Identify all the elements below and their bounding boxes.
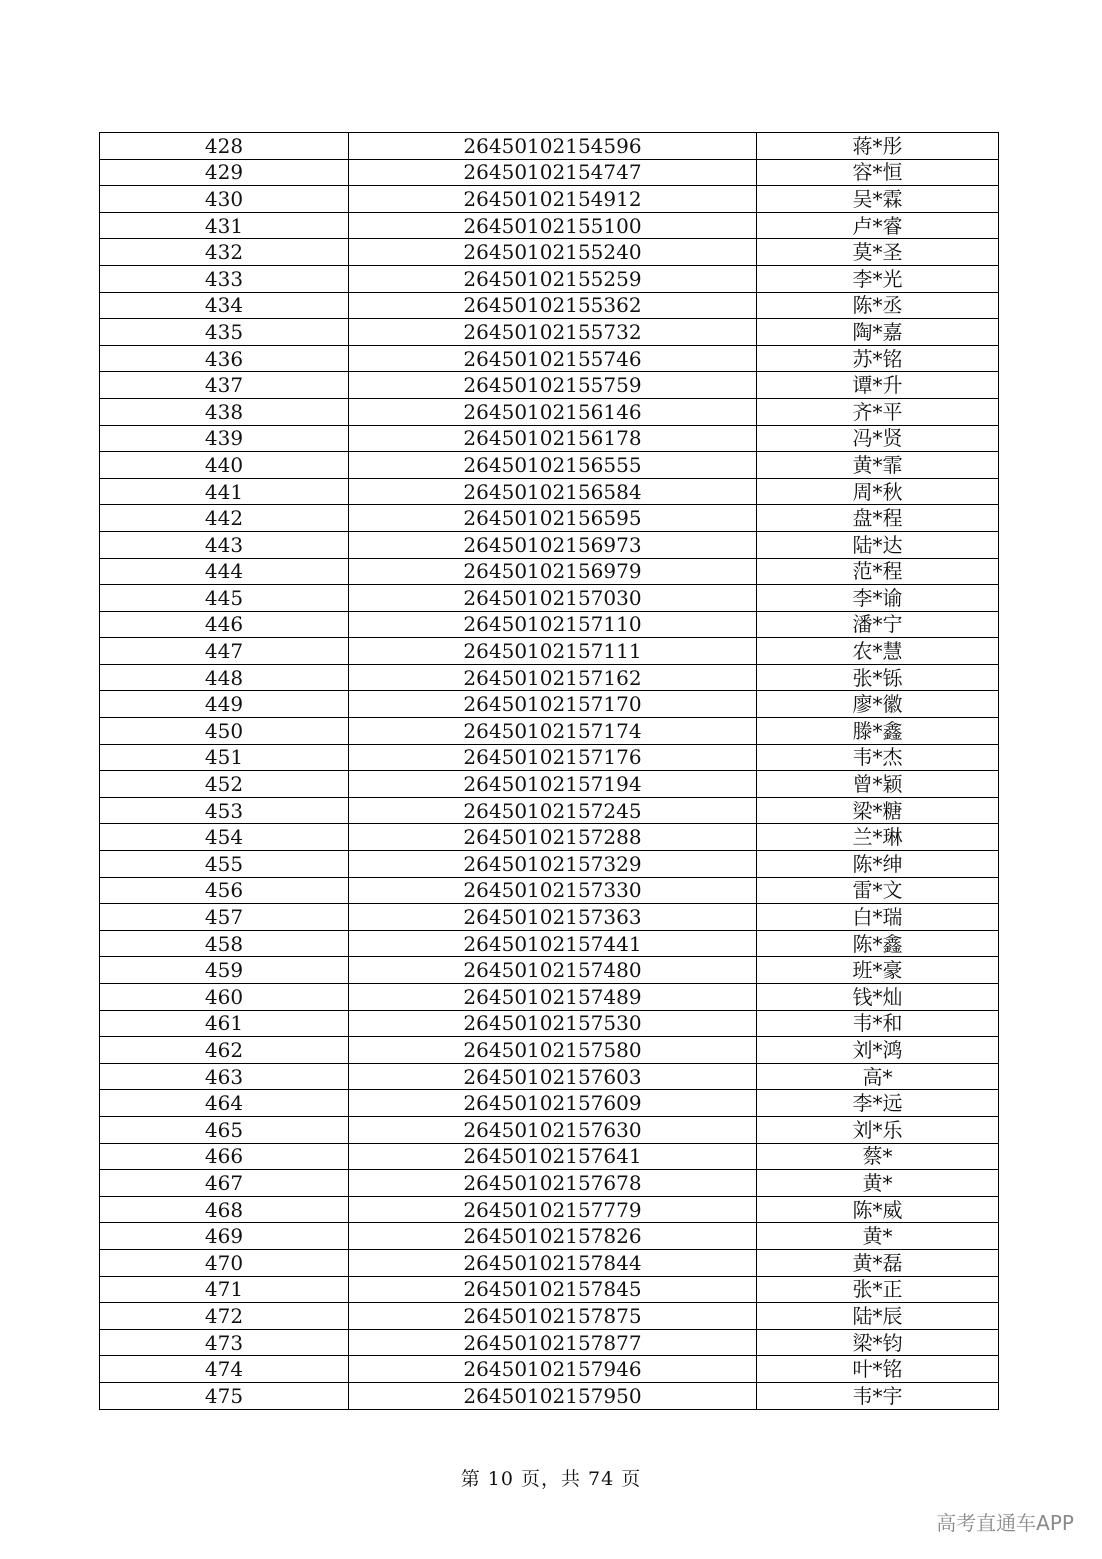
table-row: [100, 452, 999, 479]
table-row: [100, 797, 999, 824]
candidate-name-cell: 梁*钧: [757, 1329, 999, 1356]
candidate-id-cell: 26450102155732: [349, 319, 757, 346]
table-row: [100, 265, 999, 292]
candidate-id-cell: 26450102155759: [349, 372, 757, 399]
table-row: [100, 345, 999, 372]
serial-number-cell: 447: [100, 638, 349, 665]
candidate-name-cell: 白*瑞: [757, 904, 999, 931]
serial-number-cell: 473: [100, 1329, 349, 1356]
table-row: [100, 851, 999, 878]
table-row: [100, 531, 999, 558]
candidate-name-cell: 梁*糖: [757, 797, 999, 824]
candidate-id-cell: 26450102157844: [349, 1249, 757, 1276]
candidate-id-cell: 26450102157950: [349, 1382, 757, 1409]
table-row: [100, 1303, 999, 1330]
table-row: [100, 638, 999, 665]
serial-number-cell: 463: [100, 1063, 349, 1090]
table-row: [100, 212, 999, 239]
candidate-name-cell: 潘*宁: [757, 611, 999, 638]
table-row: [100, 292, 999, 319]
table-row: [100, 186, 999, 213]
serial-number-cell: 430: [100, 186, 349, 213]
serial-number-cell: 437: [100, 372, 349, 399]
candidate-name-cell: 叶*铭: [757, 1356, 999, 1383]
candidate-name-cell: 容*恒: [757, 159, 999, 186]
candidate-name-cell: 钱*灿: [757, 984, 999, 1011]
serial-number-cell: 467: [100, 1170, 349, 1197]
table-row: [100, 372, 999, 399]
candidate-id-cell: 26450102156979: [349, 558, 757, 585]
table-row: [100, 159, 999, 186]
serial-number-cell: 459: [100, 957, 349, 984]
candidate-name-cell: 莫*圣: [757, 239, 999, 266]
candidate-id-cell: 26450102157111: [349, 638, 757, 665]
candidate-name-cell: 李*远: [757, 1090, 999, 1117]
table-row: [100, 744, 999, 771]
candidate-name-cell: 陈*威: [757, 1196, 999, 1223]
serial-number-cell: 434: [100, 292, 349, 319]
candidate-name-cell: 滕*鑫: [757, 718, 999, 745]
serial-number-cell: 431: [100, 212, 349, 239]
serial-number-cell: 446: [100, 611, 349, 638]
serial-number-cell: 451: [100, 744, 349, 771]
candidate-id-cell: 26450102157609: [349, 1090, 757, 1117]
table-row: [100, 558, 999, 585]
roster-table: [99, 132, 999, 1410]
table-row: [100, 957, 999, 984]
candidate-id-cell: 26450102157530: [349, 1010, 757, 1037]
serial-number-cell: 466: [100, 1143, 349, 1170]
candidate-id-cell: 26450102157194: [349, 771, 757, 798]
candidate-id-cell: 26450102157678: [349, 1170, 757, 1197]
serial-number-cell: 433: [100, 265, 349, 292]
serial-number-cell: 461: [100, 1010, 349, 1037]
table-row: [100, 1143, 999, 1170]
candidate-id-cell: 26450102157162: [349, 664, 757, 691]
candidate-id-cell: 26450102157329: [349, 851, 757, 878]
serial-number-cell: 442: [100, 505, 349, 532]
candidate-name-cell: 黄*: [757, 1223, 999, 1250]
serial-number-cell: 465: [100, 1116, 349, 1143]
table-row: [100, 398, 999, 425]
table-row: [100, 771, 999, 798]
candidate-name-cell: 黄*: [757, 1170, 999, 1197]
serial-number-cell: 455: [100, 851, 349, 878]
serial-number-cell: 444: [100, 558, 349, 585]
table-row: [100, 1037, 999, 1064]
candidate-id-cell: 26450102157845: [349, 1276, 757, 1303]
candidate-id-cell: 26450102157480: [349, 957, 757, 984]
candidate-name-cell: 陈*丞: [757, 292, 999, 319]
candidate-name-cell: 苏*铭: [757, 345, 999, 372]
serial-number-cell: 474: [100, 1356, 349, 1383]
serial-number-cell: 462: [100, 1037, 349, 1064]
candidate-id-cell: 26450102157875: [349, 1303, 757, 1330]
table-row: [100, 611, 999, 638]
table-row: [100, 425, 999, 452]
table-row: [100, 478, 999, 505]
serial-number-cell: 445: [100, 585, 349, 612]
candidate-id-cell: 26450102154596: [349, 133, 757, 160]
serial-number-cell: 468: [100, 1196, 349, 1223]
serial-number-cell: 439: [100, 425, 349, 452]
candidate-id-cell: 26450102157330: [349, 877, 757, 904]
serial-number-cell: 470: [100, 1249, 349, 1276]
table-row: [100, 877, 999, 904]
serial-number-cell: 432: [100, 239, 349, 266]
candidate-name-cell: 曾*颖: [757, 771, 999, 798]
candidate-id-cell: 26450102155362: [349, 292, 757, 319]
candidate-id-cell: 26450102155259: [349, 265, 757, 292]
candidate-name-cell: 陆*辰: [757, 1303, 999, 1330]
candidate-name-cell: 张*铄: [757, 664, 999, 691]
candidate-name-cell: 范*程: [757, 558, 999, 585]
candidate-id-cell: 26450102156584: [349, 478, 757, 505]
candidate-id-cell: 26450102157176: [349, 744, 757, 771]
candidate-name-cell: 李*谕: [757, 585, 999, 612]
candidate-id-cell: 26450102154747: [349, 159, 757, 186]
candidate-id-cell: 26450102157110: [349, 611, 757, 638]
serial-number-cell: 450: [100, 718, 349, 745]
candidate-name-cell: 廖*徽: [757, 691, 999, 718]
candidate-id-cell: 26450102157946: [349, 1356, 757, 1383]
candidate-name-cell: 谭*升: [757, 372, 999, 399]
candidate-id-cell: 26450102157641: [349, 1143, 757, 1170]
candidate-name-cell: 刘*鸿: [757, 1037, 999, 1064]
serial-number-cell: 428: [100, 133, 349, 160]
candidate-id-cell: 26450102157245: [349, 797, 757, 824]
candidate-id-cell: 26450102157630: [349, 1116, 757, 1143]
serial-number-cell: 438: [100, 398, 349, 425]
serial-number-cell: 460: [100, 984, 349, 1011]
table-row: [100, 1170, 999, 1197]
serial-number-cell: 457: [100, 904, 349, 931]
candidate-name-cell: 卢*睿: [757, 212, 999, 239]
candidate-id-cell: 26450102157363: [349, 904, 757, 931]
serial-number-cell: 456: [100, 877, 349, 904]
candidate-name-cell: 吴*霖: [757, 186, 999, 213]
serial-number-cell: 454: [100, 824, 349, 851]
roster-table-body: [100, 133, 999, 1410]
candidate-name-cell: 刘*乐: [757, 1116, 999, 1143]
serial-number-cell: 458: [100, 930, 349, 957]
serial-number-cell: 443: [100, 531, 349, 558]
serial-number-cell: 453: [100, 797, 349, 824]
candidate-name-cell: 蔡*: [757, 1143, 999, 1170]
candidate-name-cell: 韦*宇: [757, 1382, 999, 1409]
table-row: [100, 1010, 999, 1037]
candidate-id-cell: 26450102156146: [349, 398, 757, 425]
candidate-name-cell: 农*慧: [757, 638, 999, 665]
candidate-name-cell: 蒋*彤: [757, 133, 999, 160]
candidate-id-cell: 26450102157489: [349, 984, 757, 1011]
serial-number-cell: 475: [100, 1382, 349, 1409]
candidate-id-cell: 26450102157779: [349, 1196, 757, 1223]
table-row: [100, 664, 999, 691]
table-row: [100, 904, 999, 931]
table-row: [100, 585, 999, 612]
candidate-name-cell: 周*秋: [757, 478, 999, 505]
candidate-name-cell: 黄*磊: [757, 1249, 999, 1276]
serial-number-cell: 435: [100, 319, 349, 346]
table-row: [100, 133, 999, 160]
serial-number-cell: 436: [100, 345, 349, 372]
table-row: [100, 691, 999, 718]
table-row: [100, 1276, 999, 1303]
candidate-name-cell: 齐*平: [757, 398, 999, 425]
serial-number-cell: 464: [100, 1090, 349, 1117]
candidate-id-cell: 26450102157826: [349, 1223, 757, 1250]
candidate-name-cell: 陈*绅: [757, 851, 999, 878]
serial-number-cell: 440: [100, 452, 349, 479]
candidate-id-cell: 26450102156178: [349, 425, 757, 452]
candidate-name-cell: 陶*嘉: [757, 319, 999, 346]
app-watermark: 高考直通车APP: [936, 1511, 1074, 1535]
table-row: [100, 1382, 999, 1409]
candidate-id-cell: 26450102157877: [349, 1329, 757, 1356]
table-row: [100, 1116, 999, 1143]
serial-number-cell: 449: [100, 691, 349, 718]
candidate-id-cell: 26450102156595: [349, 505, 757, 532]
table-row: [100, 930, 999, 957]
candidate-name-cell: 陈*鑫: [757, 930, 999, 957]
serial-number-cell: 441: [100, 478, 349, 505]
table-row: [100, 984, 999, 1011]
serial-number-cell: 472: [100, 1303, 349, 1330]
table-row: [100, 1090, 999, 1117]
table-row: [100, 1249, 999, 1276]
candidate-id-cell: 26450102157030: [349, 585, 757, 612]
serial-number-cell: 452: [100, 771, 349, 798]
candidate-name-cell: 韦*杰: [757, 744, 999, 771]
candidate-name-cell: 李*光: [757, 265, 999, 292]
candidate-name-cell: 陆*达: [757, 531, 999, 558]
serial-number-cell: 471: [100, 1276, 349, 1303]
candidate-name-cell: 雷*文: [757, 877, 999, 904]
candidate-id-cell: 26450102157170: [349, 691, 757, 718]
serial-number-cell: 429: [100, 159, 349, 186]
table-row: [100, 1196, 999, 1223]
candidate-id-cell: 26450102157580: [349, 1037, 757, 1064]
candidate-name-cell: 黄*霏: [757, 452, 999, 479]
table-row: [100, 319, 999, 346]
table-row: [100, 1223, 999, 1250]
candidate-name-cell: 韦*和: [757, 1010, 999, 1037]
table-row: [100, 718, 999, 745]
table-row: [100, 824, 999, 851]
candidate-id-cell: 26450102157441: [349, 930, 757, 957]
candidate-name-cell: 兰*琳: [757, 824, 999, 851]
page-number-footer: 第 10 页，共 74 页: [460, 1468, 642, 1490]
candidate-name-cell: 冯*贤: [757, 425, 999, 452]
table-row: [100, 239, 999, 266]
candidate-id-cell: 26450102155100: [349, 212, 757, 239]
serial-number-cell: 469: [100, 1223, 349, 1250]
candidate-id-cell: 26450102154912: [349, 186, 757, 213]
candidate-id-cell: 26450102156555: [349, 452, 757, 479]
candidate-id-cell: 26450102155240: [349, 239, 757, 266]
table-row: [100, 505, 999, 532]
candidate-name-cell: 班*豪: [757, 957, 999, 984]
candidate-id-cell: 26450102157288: [349, 824, 757, 851]
table-row: [100, 1329, 999, 1356]
candidate-id-cell: 26450102157174: [349, 718, 757, 745]
candidate-id-cell: 26450102156973: [349, 531, 757, 558]
table-row: [100, 1063, 999, 1090]
candidate-name-cell: 盘*程: [757, 505, 999, 532]
candidate-name-cell: 高*: [757, 1063, 999, 1090]
candidate-id-cell: 26450102155746: [349, 345, 757, 372]
table-row: [100, 1356, 999, 1383]
serial-number-cell: 448: [100, 664, 349, 691]
candidate-id-cell: 26450102157603: [349, 1063, 757, 1090]
candidate-name-cell: 张*正: [757, 1276, 999, 1303]
